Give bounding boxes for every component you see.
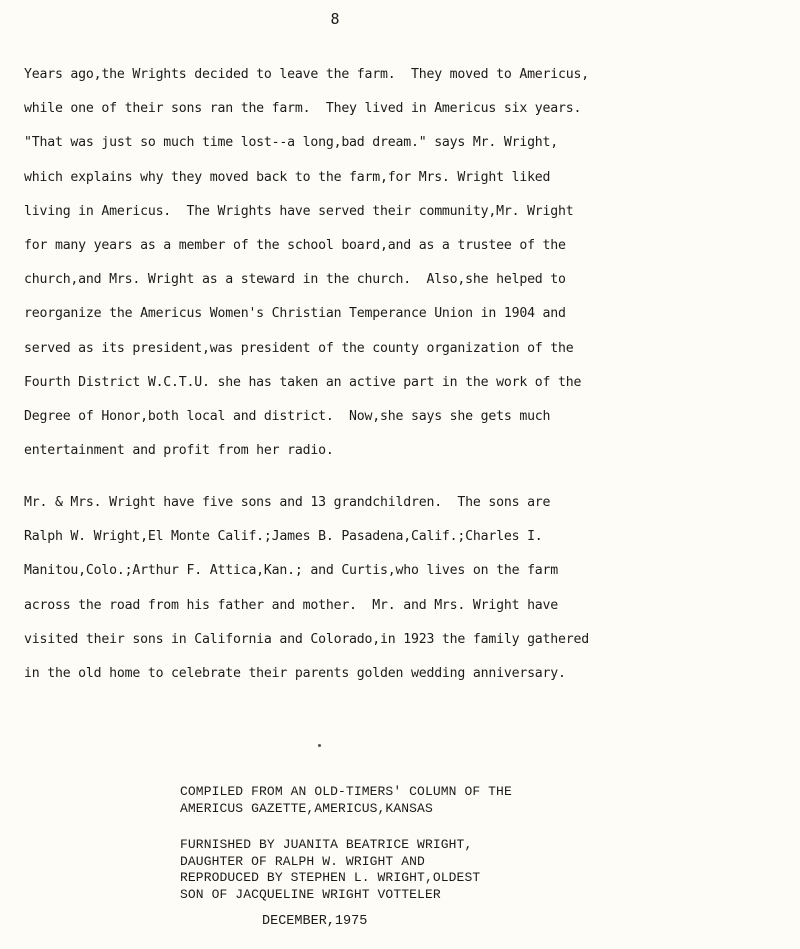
paragraph-line: living in Americus. The Wrights have served their community,Mr. Wright — [24, 203, 574, 219]
paragraph-line: Fourth District W.C.T.U. she has taken an active part in the work of the — [24, 374, 582, 390]
paragraph-line: served as its president,was president of the county organization of the — [24, 340, 574, 356]
credit-line: FURNISHED BY JUANITA BEATRICE WRIGHT, — [180, 837, 473, 852]
paragraph-line: which explains why they moved back to the farm,for Mrs. Wright liked — [24, 169, 551, 185]
paragraph-line: across the road from his father and mother. Mr. and Mrs. Wright have — [24, 597, 559, 613]
compiled-from-credit — [180, 784, 512, 817]
credit-line: REPRODUCED BY STEPHEN L. WRIGHT,OLDEST — [180, 870, 481, 885]
furnished-by-credit — [180, 837, 480, 903]
paper-speck — [318, 744, 321, 747]
paragraph-line: entertainment and profit from her radio. — [24, 443, 334, 459]
paragraph-line: "That was just so much time lost--a long,bad dream." says Mr. Wright, — [24, 135, 559, 151]
page-number: 8 — [330, 10, 340, 28]
paragraph-line: Years ago,the Wrights decided to leave the farm. They moved to Americus, — [24, 67, 589, 82]
credit-line: DAUGHTER OF RALPH W. WRIGHT AND — [180, 853, 425, 869]
document-date: DECEMBER,1975 — [262, 914, 368, 929]
paragraph-line: Ralph W. Wright,El Monte Calif.;James B. Pasadena,Calif.;Charles I. — [24, 529, 543, 545]
paragraph-line: church,and Mrs. Wright as a steward in the church. Also,she helped to — [24, 272, 566, 288]
credit-line: COMPILED FROM AN OLD-TIMERS' COLUMN OF THE — [180, 784, 512, 799]
paragraph-line: for many years as a member of the school board,and as a trustee of the — [24, 238, 566, 254]
paragraph-line: while one of their sons ran the farm. They lived in Americus six years. — [24, 101, 582, 117]
paragraph-line: Mr. & Mrs. Wright have five sons and 13 grandchildren. The sons are — [24, 495, 551, 510]
paragraph-line: reorganize the Americus Women's Christian Temperance Union in 1904 and — [24, 306, 566, 322]
paragraph-1 — [24, 58, 794, 468]
paragraph-line: Manitou,Colo.;Arthur F. Attica,Kan.; and Curtis,who lives on the farm — [24, 563, 559, 579]
paragraph-line: in the old home to celebrate their parents golden wedding anniversary. — [24, 666, 566, 682]
paragraph-line: visited their sons in California and Colorado,in 1923 the family gathered — [24, 631, 589, 647]
credit-line: SON OF JACQUELINE WRIGHT VOTTELER — [180, 886, 441, 902]
paragraph-2 — [24, 486, 794, 691]
paragraph-line: Degree of Honor,both local and district. Now,she says she gets much — [24, 409, 551, 425]
credit-line: AMERICUS GAZETTE,AMERICUS,KANSAS — [180, 800, 433, 816]
